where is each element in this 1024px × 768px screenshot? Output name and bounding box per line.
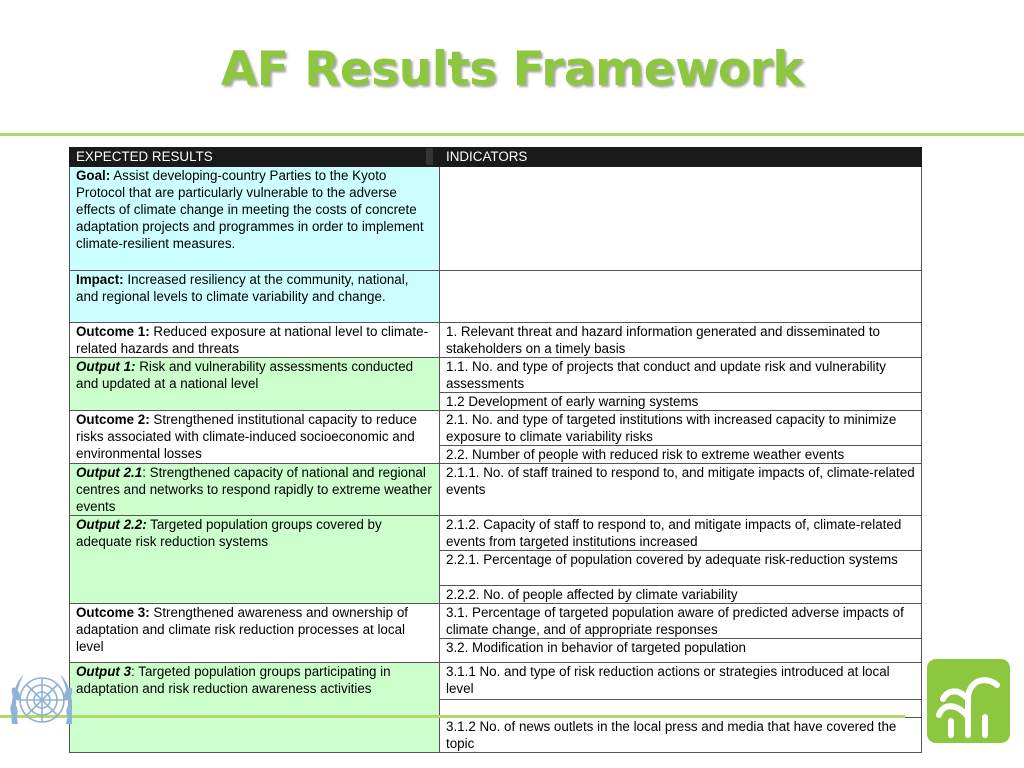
indicator-3-1-2: 3.1.2 No. of news outlets in the local press and media that have covered the topic	[440, 718, 922, 753]
output-1-text: Risk and vulnerability assessments conducted and updated at a national level	[76, 359, 414, 391]
indicator-3-1-1: 3.1.1 No. and type of risk reduction actions or strategies introduced at local level	[440, 663, 922, 700]
table-row	[70, 516, 922, 551]
indicator-1-2: 1.2 Development of early warning systems	[440, 393, 922, 411]
impact-label: Impact:	[76, 272, 124, 287]
outcome-3-label: Outcome 3:	[76, 605, 150, 620]
outcome-1-cell	[70, 323, 440, 358]
table-row	[70, 323, 922, 358]
outcome-3-cell	[70, 604, 440, 663]
results-framework-table	[69, 147, 922, 753]
outcome-1-label: Outcome 1:	[76, 324, 150, 339]
output-2-2-label: Output 2.2:	[76, 517, 147, 532]
goal-label: Goal:	[76, 168, 111, 183]
un-emblem-icon	[6, 664, 72, 740]
indicator-1-1: 1.1. No. and type of projects that conduct and update risk and vulnerability assessments	[440, 358, 922, 393]
title-divider	[0, 133, 1024, 136]
output-2-1-cell	[70, 464, 440, 516]
table-row	[70, 411, 922, 446]
goal-cell	[70, 167, 440, 271]
goal-text: Assist developing-country Parties to the Kyoto Protocol that are particularly vulnerable to the adverse effects of climate change in meeting the costs of concrete adaptation projects and programmes in order to implement climate-resilient measures.	[76, 168, 424, 251]
header-expected-results: EXPECTED RESULTS	[70, 148, 440, 167]
output-2-2-text: Targeted population groups covered by adequate risk reduction systems	[76, 517, 382, 549]
impact-text: Increased resiliency at the community, national, and regional levels to climate variability and change.	[76, 272, 409, 304]
adaptation-fund-logo-icon	[927, 659, 1010, 743]
goal-indicator-cell	[440, 167, 922, 271]
outcome-2-cell	[70, 411, 440, 464]
output-2-1-label: Output 2.1	[76, 465, 143, 480]
indicator-2-2-1: 2.2.1. Percentage of population covered by adequate risk-reduction systems	[440, 551, 922, 586]
indicator-2-2: 2.2. Number of people with reduced risk to extreme weather events	[440, 446, 922, 464]
footer-divider	[0, 715, 905, 718]
indicator-2-1: 2.1. No. and type of targeted institutions with increased capacity to minimize exposure to climate variability risks	[440, 411, 922, 446]
outcome-2-text: Strengthened institutional capacity to reduce risks associated with climate-induced socioeconomic and environmental losses	[76, 412, 417, 461]
outcome-1-text: Reduced exposure at national level to climate-related hazards and threats	[76, 324, 429, 356]
indicator-1: 1. Relevant threat and hazard information generated and disseminated to stakeholders on a timely basis	[440, 323, 922, 358]
impact-cell	[70, 271, 440, 323]
table-row	[70, 271, 922, 323]
table-row	[70, 358, 922, 393]
table-row	[70, 167, 922, 271]
fountain-icon	[927, 659, 1010, 743]
output-3-cell	[70, 663, 440, 753]
indicator-2-2-2: 2.2.2. No. of people affected by climate variability	[440, 586, 922, 604]
output-1-cell	[70, 358, 440, 411]
output-2-2-cell	[70, 516, 440, 604]
page-title: AF Results Framework	[220, 42, 804, 97]
outcome-2-label: Outcome 2:	[76, 412, 150, 427]
table-row	[70, 464, 922, 516]
outcome-3-text: Strengthened awareness and ownership of adaptation and climate risk reduction processes at local level	[76, 605, 408, 654]
impact-indicator-cell	[440, 271, 922, 323]
indicator-3-1: 3.1. Percentage of targeted population aware of predicted adverse impacts of climate change, and of appropriate responses	[440, 604, 922, 639]
indicator-2-1-1: 2.1.1. No. of staff trained to respond to, and mitigate impacts of, climate-related events	[440, 464, 922, 516]
output-1-label: Output 1:	[76, 359, 136, 374]
table-row	[70, 663, 922, 700]
indicator-2-1-2: 2.1.2. Capacity of staff to respond to, and mitigate impacts of, climate-related events from targeted institutions increased	[440, 516, 922, 551]
output-3-text: : Targeted population groups participating in adaptation and risk reduction awareness activities	[76, 664, 391, 696]
header-indicators: INDICATORS	[440, 148, 922, 167]
table-header-row	[70, 148, 922, 167]
output-3-label: Output 3	[76, 664, 132, 679]
table-row	[70, 604, 922, 639]
output-2-1-text: : Strengthened capacity of national and regional centres and networks to respond rapidly to extreme weather events	[76, 465, 432, 514]
indicator-3-2: 3.2. Modification in behavior of targeted population	[440, 639, 922, 663]
